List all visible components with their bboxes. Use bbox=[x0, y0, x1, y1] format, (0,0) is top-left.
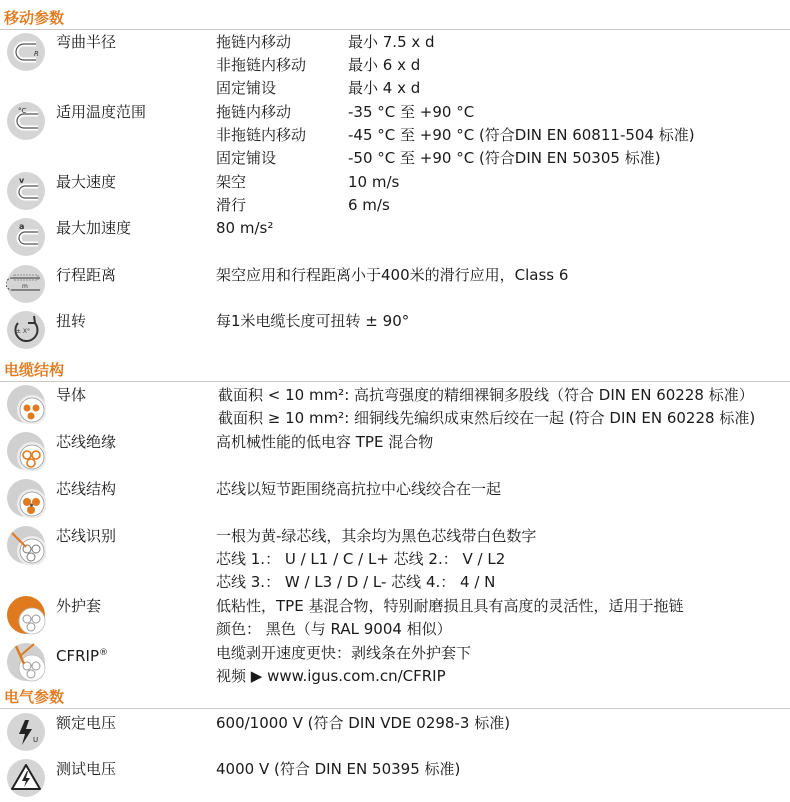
cfrip-icon bbox=[6, 642, 46, 682]
bend-val-0: 最小 7.5 x d bbox=[348, 33, 435, 51]
test-voltage-icon bbox=[6, 758, 46, 798]
torsion-icon bbox=[6, 310, 46, 350]
speed-sub-0: 架空 bbox=[216, 173, 247, 191]
temp-sub-1: 非拖链内移动 bbox=[216, 126, 307, 144]
cfrip-label: CFRIP® bbox=[56, 647, 108, 665]
conductor-line-1: 截面积 ≥ 10 mm²: 细铜线先编织成束然后绞在一起 (符合 DIN EN 60228 标准) bbox=[218, 409, 756, 427]
speed-icon bbox=[6, 171, 46, 211]
speed-label: 最大速度 bbox=[56, 173, 117, 191]
temp-val-2: -50 °C 至 +90 °C (符合DIN EN 50305 标准) bbox=[348, 149, 661, 167]
torsion-label: 扭转 bbox=[56, 312, 87, 330]
svg-text:m: m bbox=[22, 283, 28, 290]
outer-jacket-line-0: 低粘性，TPE 基混合物，特别耐磨损且具有高度的灵活性，适用于拖链 bbox=[216, 597, 684, 615]
core-insulation-label: 芯线绝缘 bbox=[56, 433, 117, 451]
bend-sub-2: 固定铺设 bbox=[216, 79, 277, 97]
bend-sub-0: 拖链内移动 bbox=[216, 33, 292, 51]
svg-text:± X°: ± X° bbox=[16, 328, 31, 335]
section-title-motion: 移动参数 bbox=[4, 9, 65, 27]
acceleration-value: 80 m/s² bbox=[216, 219, 274, 237]
section-title-cable: 电缆结构 bbox=[4, 361, 65, 379]
svg-text:a: a bbox=[19, 222, 25, 231]
speed-val-0: 10 m/s bbox=[348, 173, 400, 191]
core-insulation-line-0: 高机械性能的低电容 TPE 混合物 bbox=[216, 433, 434, 451]
temperature-icon bbox=[6, 101, 46, 141]
temp-val-1: -45 °C 至 +90 °C (符合DIN EN 60811-504 标准) bbox=[348, 126, 695, 144]
core-insulation-icon bbox=[6, 431, 46, 471]
torsion-value: 每1米电缆长度可扭转 ± 90° bbox=[216, 312, 410, 330]
svg-text:v: v bbox=[19, 176, 25, 185]
rated-voltage-icon bbox=[6, 712, 46, 752]
section-divider bbox=[0, 381, 790, 382]
temperature-label: 适用温度范围 bbox=[56, 103, 147, 121]
cfrip-line-0: 电缆剥开速度更快：剥线条在外护套下 bbox=[216, 644, 472, 662]
svg-text:R: R bbox=[34, 50, 39, 58]
travel-distance-value: 架空应用和行程距离小于400米的滑行应用，Class 6 bbox=[216, 266, 569, 284]
bend-val-2: 最小 4 x d bbox=[348, 79, 421, 97]
travel-distance-label: 行程距离 bbox=[56, 266, 117, 284]
test-voltage-value: 4000 V (符合 DIN EN 50395 标准) bbox=[216, 760, 461, 778]
core-identification-line-1: 芯线 1.： U / L1 / C / L+ 芯线 2.： V / L2 bbox=[216, 550, 506, 568]
conductor-icon bbox=[6, 384, 46, 424]
conductor-label: 导体 bbox=[56, 386, 87, 404]
outer-jacket-icon bbox=[6, 595, 46, 635]
travel-distance-icon bbox=[6, 264, 46, 304]
section-divider bbox=[0, 708, 790, 709]
section-divider bbox=[0, 29, 790, 30]
temp-val-0: -35 °C 至 +90 °C bbox=[348, 103, 475, 121]
rated-voltage-label: 额定电压 bbox=[56, 714, 117, 732]
core-identification-line-0: 一根为黄-绿芯线，其余均为黑色芯线带白色数字 bbox=[216, 527, 537, 545]
rated-voltage-value: 600/1000 V (符合 DIN VDE 0298-3 标准) bbox=[216, 714, 511, 732]
bend-val-1: 最小 6 x d bbox=[348, 56, 421, 74]
core-identification-icon bbox=[6, 525, 46, 565]
svg-text:U: U bbox=[33, 736, 39, 744]
outer-jacket-label: 外护套 bbox=[56, 597, 102, 615]
acceleration-label: 最大加速度 bbox=[56, 219, 132, 237]
core-structure-label: 芯线结构 bbox=[56, 480, 117, 498]
bend-sub-1: 非拖链内移动 bbox=[216, 56, 307, 74]
cfrip-line-1[interactable]: 视频 ▶ www.igus.com.cn/CFRIP bbox=[216, 667, 446, 685]
outer-jacket-line-1: 颜色： 黑色（与 RAL 9004 相似） bbox=[216, 620, 452, 638]
svg-text:°C: °C bbox=[18, 107, 27, 115]
registered-mark: ® bbox=[99, 648, 108, 658]
bend-radius-icon bbox=[6, 32, 46, 72]
speed-sub-1: 滑行 bbox=[216, 196, 247, 214]
acceleration-icon bbox=[6, 217, 46, 257]
test-voltage-label: 测试电压 bbox=[56, 760, 117, 778]
core-structure-line-0: 芯线以短节距围绕高抗拉中心线绞合在一起 bbox=[216, 480, 502, 498]
core-identification-line-2: 芯线 3.： W / L3 / D / L- 芯线 4.： 4 / N bbox=[216, 573, 496, 591]
core-structure-icon bbox=[6, 478, 46, 518]
section-title-electrical: 电气参数 bbox=[4, 688, 65, 706]
core-identification-label: 芯线识别 bbox=[56, 527, 117, 545]
conductor-line-0: 截面积 < 10 mm²: 高抗弯强度的精细裸铜多股线（符合 DIN EN 60228 标准） bbox=[218, 386, 754, 404]
temp-sub-0: 拖链内移动 bbox=[216, 103, 292, 121]
temp-sub-2: 固定铺设 bbox=[216, 149, 277, 167]
speed-val-1: 6 m/s bbox=[348, 196, 390, 214]
bend-radius-label: 弯曲半径 bbox=[56, 33, 117, 51]
